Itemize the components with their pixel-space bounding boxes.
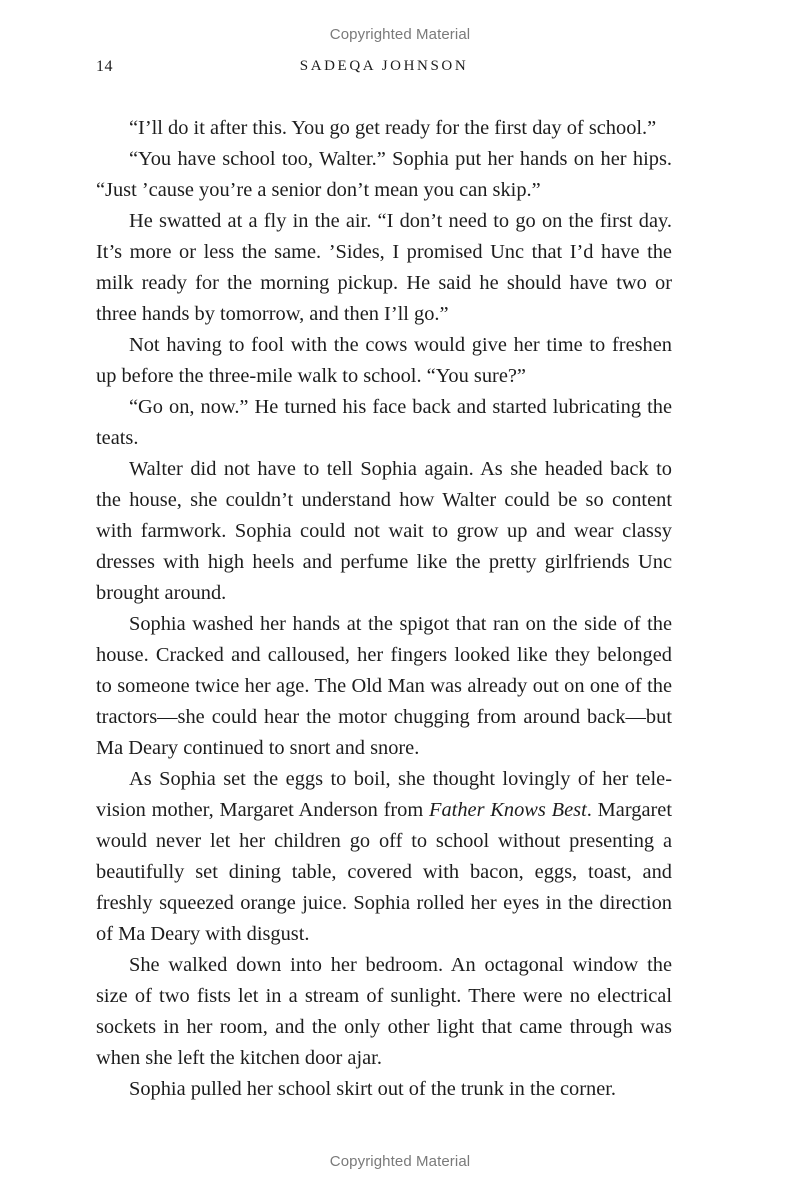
paragraph: Sophia pulled her school skirt out of the trunk in the corner. xyxy=(129,1078,617,1100)
paragraph: Walter did not have to tell Sophia again. As she headed back to the house, she couldn’t understand how Walter could be so content with farmwork. Sophia could not wait to grow up and wear classy dresses with high heels and perfume like the pretty girlfriends Unc brought around. xyxy=(96,458,672,604)
copyright-watermark-bottom: Copyrighted Material xyxy=(329,1153,471,1170)
page-number: 14 xyxy=(96,58,113,75)
copyright-watermark-top: Copyrighted Material xyxy=(329,26,471,43)
paragraph: Not having to fool with the cows would give her time to freshen up before the three-mile walk to school. “You sure?” xyxy=(96,334,672,387)
paragraph: She walked down into her bedroom. An octagonal window the size of two fists let in a stream of sunlight. There were no electrical sockets in her room, and the only other light that came through was when she left the kitchen door ajar. xyxy=(96,954,672,1069)
body-text xyxy=(96,113,672,1105)
paragraph: Sophia washed her hands at the spigot that ran on the side of the house. Cracked and calloused, her fingers looked like they belonged to someone twice her age. The Old Man was already out on one of the tractors—she could hear the motor chugging from around back—but Ma Deary continued to snort and snore. xyxy=(96,613,672,759)
tv-show-title: Father Knows Best xyxy=(429,799,587,821)
paragraph: He swatted at a fly in the air. “I don’t need to go on the first day. It’s more or less the same. ’Sides, I promised Unc that I’d have the milk ready for the morning pickup. He said he should have two or three hands by tomorrow, and then I’ll go.” xyxy=(96,210,672,325)
paragraph: “I’ll do it after this. You go get ready for the first day of school.” xyxy=(129,117,657,139)
paragraph-text: As Sophia set the eggs to boil, she thought lovingly of her television mother, Margaret Anderson from xyxy=(96,768,672,821)
paragraph: “Go on, now.” He turned his face back and started lubricating the teats. xyxy=(96,396,672,449)
author-name: SADEQA JOHNSON xyxy=(299,58,469,74)
paragraph-text: . Margaret would never let her children go off to school without presenting a beautifully set dining table, covered with bacon, eggs, toast, and freshly squeezed orange juice. Sophia rolled her eyes in the direction of Ma Deary with disgust. xyxy=(96,799,672,945)
paragraph: “You have school too, Walter.” Sophia put her hands on her hips. “Just ’cause you’re a senior don’t mean you can skip.” xyxy=(96,148,672,201)
paragraph xyxy=(96,764,672,950)
running-head xyxy=(96,58,672,82)
